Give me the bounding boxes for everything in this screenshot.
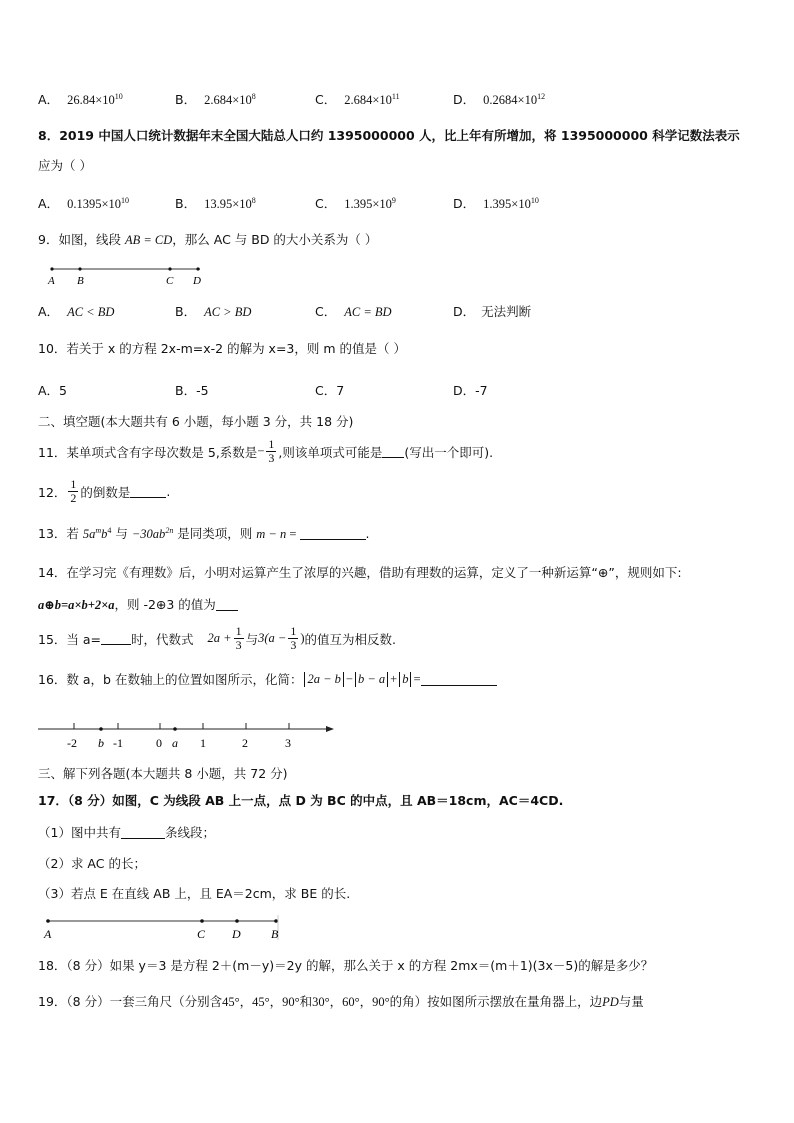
q15: 15．当 a= 时，代数式 2a + $\frac{1}{3}$ 与 3(a − $\frac{1}{3}$ ) 的值互为相反数. — [38, 624, 396, 652]
answer-blank[interactable] — [121, 826, 165, 839]
number-line-figure — [36, 718, 338, 752]
tick-label: 1 — [200, 736, 206, 750]
q17-part2: （2）求 AC 的长； — [38, 856, 146, 871]
section-heading-fill-in: 二、填空题(本大题共有 6 小题，每小题 3 分，共 18 分) — [38, 414, 354, 429]
arrow-head — [326, 726, 334, 732]
q17-segment-figure — [40, 914, 290, 942]
answer-blank[interactable] — [101, 632, 131, 645]
q11: 11．某单项式含有字母次数是 5,系数是 − $\frac{1}{3}$ ,则该单项式可能是 (写出一个即可). — [38, 437, 494, 465]
q14-line1: 14．在学习完《有理数》后，小明对运算产生了浓厚的兴趣，借助有理数的运算，定义了一种新运算“⊕”，规则如下: — [38, 565, 682, 580]
option-b: B．-5 — [175, 383, 209, 398]
q12: 12． $\frac{1}{2}$ 的倒数是 . — [38, 477, 171, 505]
option-b: B． $13.95\times 10^8$ — [175, 196, 256, 211]
option-a: A． AC < BD — [38, 304, 115, 319]
tick-label: 0 — [156, 736, 162, 750]
fraction: $\frac{1}{3}$ — [268, 437, 275, 465]
label-c: C — [197, 927, 206, 941]
tick-label: -1 — [113, 736, 123, 750]
option-a: A．5 — [38, 383, 68, 398]
option-c: C． $2.684\times 10^{11}$ — [315, 92, 400, 107]
answer-blank[interactable] — [300, 527, 366, 540]
q10-stem: 10．若关于 x 的方程 2x-m=x-2 的解为 x=3，则 m 的值是（ ） — [38, 341, 406, 356]
tick-label: 2 — [242, 736, 248, 750]
option-c: C． AC = BD — [315, 304, 392, 319]
point-c — [200, 919, 204, 923]
option-d: D． $0.2684\times 10^{12}$ — [453, 92, 546, 107]
fraction: $\frac{1}{3}$ — [290, 624, 297, 652]
tick-label: -2 — [67, 736, 77, 750]
option-a: A． $26.84\times 10^{10}$ — [38, 92, 123, 107]
answer-blank[interactable] — [382, 445, 404, 458]
option-a: A． $0.1395\times 10^{10}$ — [38, 196, 129, 211]
point-d — [196, 267, 199, 270]
option-c: C．7 — [315, 383, 345, 398]
q9-stem: 9．如图，线段 AB = CD，那么 AC 与 BD 的大小关系为（ ） — [38, 232, 378, 247]
option-d: D． 无法判断 — [453, 304, 532, 319]
answer-blank[interactable] — [216, 598, 238, 611]
label-c: C — [166, 275, 174, 287]
tick-label: 3 — [285, 736, 291, 750]
q8-stem-line1: 8．2019 中国人口统计数据年末全国大陆总人口约 1395000000 人，比上年有所增加，将 1395000000 科学记数法表示 — [38, 128, 740, 143]
q13: 13．若 $5a^mb^4$ 与 $-30ab^{2n}$ 是同类项，则 m − n = . — [38, 526, 370, 541]
fraction: $\frac{1}{2}$ — [70, 477, 77, 505]
tick-label: a — [172, 736, 178, 750]
option-b: B． AC > BD — [175, 304, 252, 319]
option-b: B． $2.684\times 10^8$ — [175, 92, 256, 107]
q19-stem: 19．（8 分）一套三角尺（分别含45°，45°，90°和30°，60°，90°的角）按如图所示摆放在量角器上，边PD与量 — [38, 994, 644, 1009]
point-c — [168, 267, 171, 270]
point-d — [235, 919, 239, 923]
q17-part3: （3）若点 E 在直线 AB 上，且 EA＝2cm，求 BE 的长. — [38, 886, 351, 901]
option-d: D． $1.395\times 10^{10}$ — [453, 196, 539, 211]
option-d: D．-7 — [453, 383, 488, 398]
q16: 16．数 a，b 在数轴上的位置如图所示，化简： 2a − b − b − a + b = — [38, 670, 497, 688]
point-a — [50, 267, 53, 270]
q8-stem-line2: 应为（ ） — [38, 158, 92, 173]
label-a: A — [44, 927, 52, 941]
tick-label: b — [98, 736, 104, 750]
q17-part1: （1）图中共有 条线段； — [38, 825, 215, 840]
label-d: D — [232, 927, 241, 941]
answer-blank[interactable] — [130, 485, 166, 498]
section-heading-solve: 三、解下列各题(本大题共 8 小题，共 72 分) — [38, 766, 288, 781]
q9-segment-figure — [40, 262, 210, 288]
answer-blank[interactable] — [421, 673, 497, 686]
label-a: A — [48, 275, 55, 287]
q14-line2: a⊕b=a×b+2×a，则 -2⊕3 的值为 — [38, 595, 238, 613]
point-b — [78, 267, 81, 270]
q18-stem: 18．（8 分）如果 y＝3 是方程 2＋(m－y)＝2y 的解，那么关于 x 的方程 2mx＝(m＋1)(3x－5)的解是多少？ — [38, 958, 654, 973]
point-a — [46, 919, 50, 923]
point-b — [274, 919, 278, 923]
point-a — [173, 727, 177, 731]
label-b: B — [271, 927, 279, 941]
point-b — [99, 727, 103, 731]
q17-stem: 17．（8 分）如图，C 为线段 AB 上一点，点 D 为 BC 的中点，且 AB＝18cm，AC＝4CD. — [38, 793, 564, 808]
fraction: $\frac{1}{3}$ — [235, 624, 242, 652]
label-d: D — [193, 275, 201, 287]
option-c: C． $1.395\times 10^9$ — [315, 196, 396, 211]
label-b: B — [77, 275, 84, 287]
